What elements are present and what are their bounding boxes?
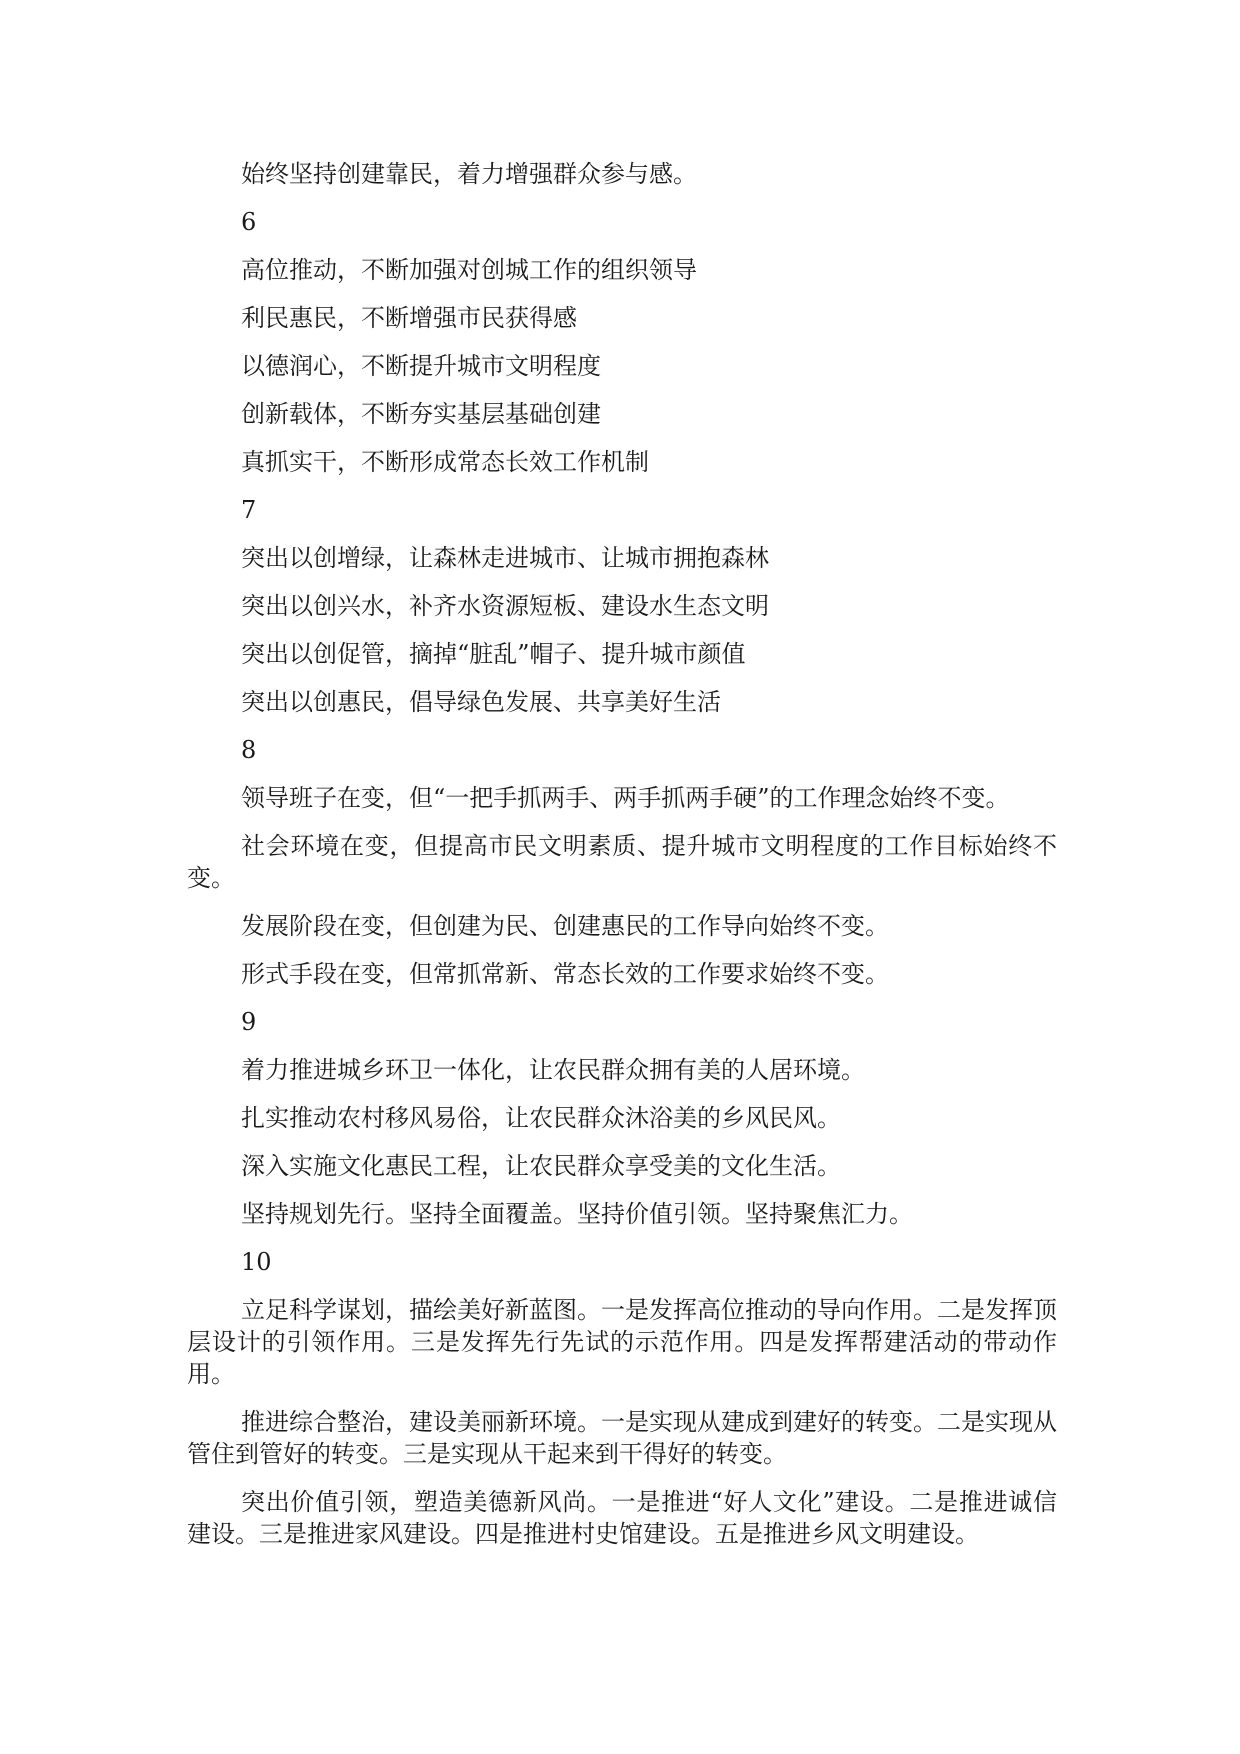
paragraph: 深入实施文化惠民工程，让农民群众享受美的文化生活。 (241, 1152, 841, 1180)
paragraph: 坚持规划先行。坚持全面覆盖。坚持价值引领。坚持聚焦汇力。 (241, 1200, 913, 1228)
paragraph: 真抓实干，不断形成常态长效工作机制 (241, 448, 649, 476)
section-number: 7 (241, 496, 257, 524)
paragraph: 突出以创惠民，倡导绿色发展、共享美好生活 (241, 688, 721, 716)
paragraph: 高位推动，不断加强对创城工作的组织领导 (241, 256, 697, 284)
paragraph: 领导班子在变，但“一把手抓两手、两手抓两手硬”的工作理念始终不变。 (241, 784, 1010, 812)
section-number: 8 (241, 736, 257, 764)
paragraph: 以德润心，不断提升城市文明程度 (241, 352, 601, 380)
paragraph: 形式手段在变，但常抓常新、常态长效的工作要求始终不变。 (241, 960, 889, 988)
paragraph: 推进综合整治，建设美丽新环境。一是实现从建成到建好的转变。二是实现从管住到管好的转变。三是实现从干起来到干得好的转变。 (187, 1408, 1057, 1468)
paragraph: 立足科学谋划，描绘美好新蓝图。一是发挥高位推动的导向作用。二是发挥顶层设计的引领作用。三是发挥先行先试的示范作用。四是发挥帮建活动的带动作用。 (187, 1296, 1057, 1388)
paragraph: 突出以创兴水，补齐水资源短板、建设水生态文明 (241, 592, 769, 620)
paragraph: 始终坚持创建靠民，着力增强群众参与感。 (241, 160, 697, 188)
paragraph: 扎实推动农村移风易俗，让农民群众沐浴美的乡风民风。 (241, 1104, 841, 1132)
paragraph: 利民惠民，不断增强市民获得感 (241, 304, 577, 332)
paragraph: 着力推进城乡环卫一体化，让农民群众拥有美的人居环境。 (241, 1056, 865, 1084)
paragraph: 突出以创促管，摘掉“脏乱”帽子、提升城市颜值 (241, 640, 746, 668)
paragraph: 突出价值引领，塑造美德新风尚。一是推进“好人文化”建设。二是推进诚信建设。三是推进家风建设。四是推进村史馆建设。五是推进乡风文明建设。 (187, 1488, 1057, 1548)
paragraph: 突出以创增绿，让森林走进城市、让城市拥抱森林 (241, 544, 769, 572)
section-number: 9 (241, 1008, 257, 1036)
paragraph: 社会环境在变，但提高市民文明素质、提升城市文明程度的工作目标始终不变。 (187, 832, 1057, 892)
paragraph: 创新载体，不断夯实基层基础创建 (241, 400, 601, 428)
paragraph: 发展阶段在变，但创建为民、创建惠民的工作导向始终不变。 (241, 912, 889, 940)
section-number: 6 (241, 208, 257, 236)
section-number: 10 (241, 1248, 272, 1276)
